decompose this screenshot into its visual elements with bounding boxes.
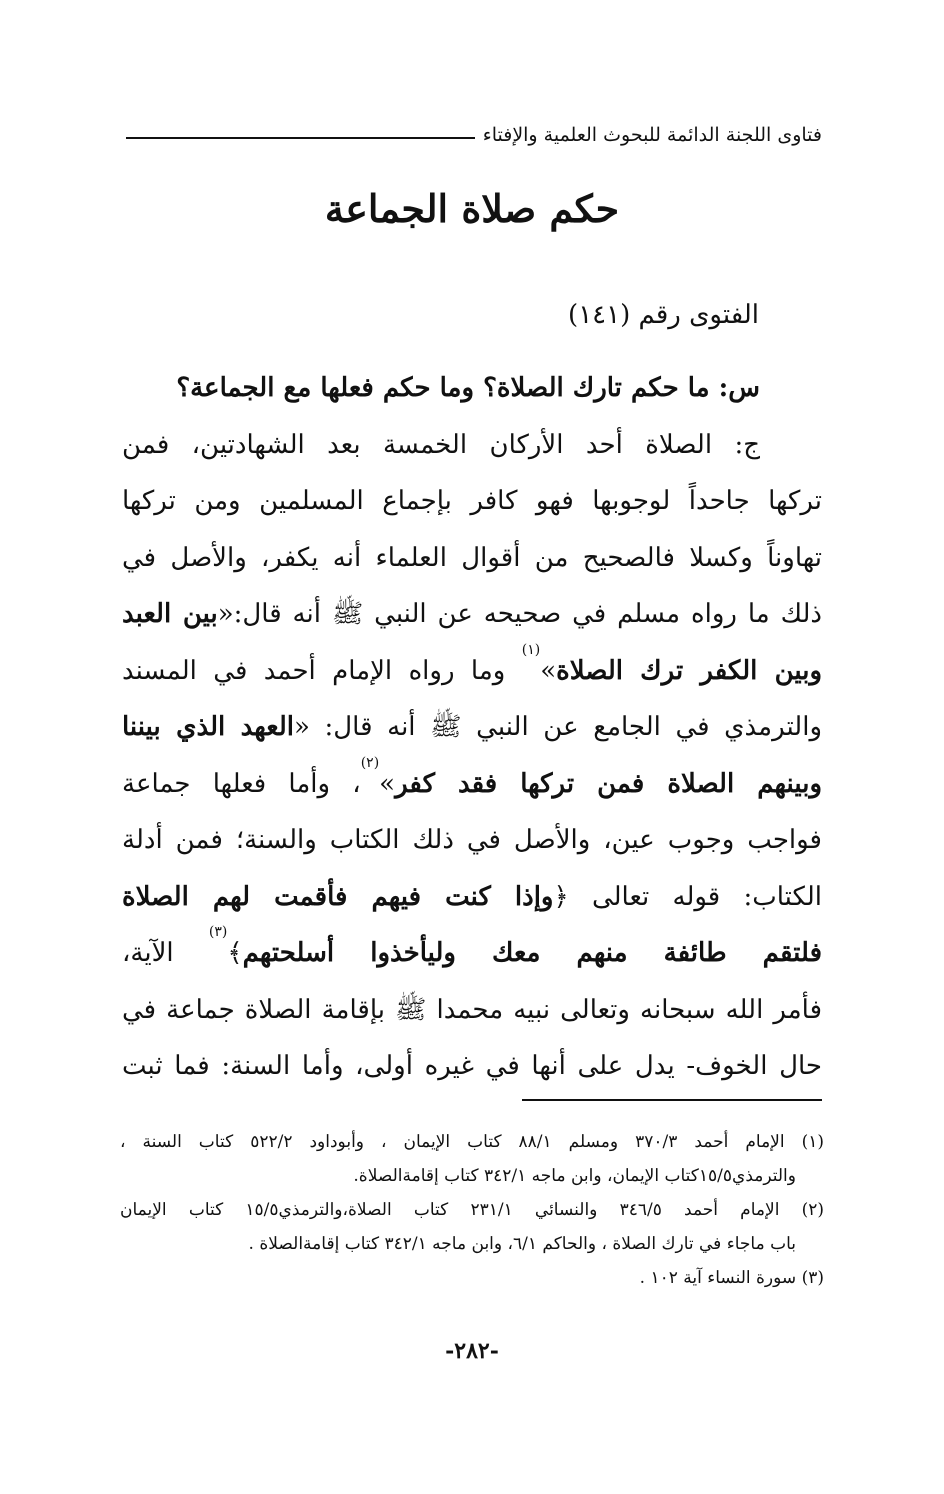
answer-line: تركها جاحداً لوجوبها فهو كافر بإجماع المسلمين ومن تركها — [122, 486, 822, 516]
page-title: حكم صلاة الجماعة — [324, 186, 620, 231]
running-header-title: فتاوى اللجنة الدائمة للبحوث العلمية والإفتاء — [482, 124, 822, 146]
footnote-continuation: والترمذي١٥/٥كتاب الإيمان، وابن ماجه ٣٤٢/١ كتاب إقامةالصلاة. — [353, 1166, 796, 1186]
footnote: (١) الإمام أحمد ٣٧٠/٣ ومسلم ٨٨/١ كتاب الإيمان ، وأبوداود ٥٢٢/٢ كتاب السنة ، — [120, 1132, 825, 1152]
quran-verse: وإذا كنت فيهم فأقمت لهم الصلاة — [122, 881, 554, 912]
hadith-quote: العهد الذي بيننا — [122, 712, 294, 742]
hadith-quote: بين العبد — [122, 599, 218, 629]
footnote-ref: (٣) — [208, 924, 228, 940]
quran-verse: فلتقم طائفة منهم معك وليأخذوا أسلحتهم — [242, 938, 823, 968]
answer-line: الكتاب: قوله تعالى ﴿وإذا كنت فيهم فأقمت لهم الصلاة — [122, 881, 822, 912]
answer-line: فواجب وجوب عين، والأصل في ذلك الكتاب والسنة؛ فمن أدلة — [122, 825, 822, 855]
footnote: (٣) سورة النساء آية ١٠٢ . — [639, 1268, 824, 1288]
fatwa-number: الفتوى رقم (١٤١) — [568, 300, 759, 330]
page-number: -٢٨٢- — [445, 1338, 499, 1364]
answer-line: حال الخوف- يدل على أنها في غيره أولى، وأما السنة: فما ثبت — [122, 1051, 822, 1081]
footnote-separator — [522, 1099, 822, 1101]
answer-line: ج: الصلاة أحد الأركان الخمسة بعد الشهادتين، فمن — [122, 429, 760, 460]
answer-line: وبينهم الصلاة فمن تركها فقد كفر»$^{(٢)}$، وأما فعلها جماعة — [122, 754, 822, 799]
footnotes — [120, 1125, 824, 1295]
answer-line: وبين الكفر ترك الصلاة»$^{(١)}$ وما رواه الإمام أحمد في المسند — [122, 641, 822, 686]
answer-line: ذلك ما رواه مسلم في صحيحه عن النبي ﷺ أنه قال:«بين العبد — [122, 599, 822, 629]
hadith-quote: وبين الكفر ترك الصلاة — [556, 655, 822, 686]
question-line: س: ما حكم تارك الصلاة؟ وما حكم فعلها مع الجماعة؟ — [176, 373, 760, 403]
answer-line: فأمر الله سبحانه وتعالى نبيه محمدا ﷺ بإقامة الصلاة جماعة في — [122, 994, 822, 1025]
running-header — [126, 118, 822, 152]
fatwa-body — [122, 360, 822, 1095]
footnote-ref: (٢) — [360, 754, 380, 771]
header-rule — [126, 137, 475, 139]
answer-line: فلتقم طائفة منهم معك وليأخذوا أسلحتهم﴾$^{(٣)}$ الآية، — [122, 924, 823, 968]
answer-line: تهاوناً وكسلا فالصحيح من أقوال العلماء أنه يكفر، والأصل في — [122, 542, 822, 573]
footnote-ref: (١) — [521, 641, 541, 658]
hadith-quote: وبينهم الصلاة فمن تركها فقد كفر — [395, 768, 822, 799]
answer-line: والترمذي في الجامع عن النبي ﷺ أنه قال: «العهد الذي بيننا — [122, 712, 823, 742]
footnote: (٢) الإمام أحمد ٣٤٦/٥ والنسائي ٢٣١/١ كتاب الصلاة،والترمذي١٥/٥ كتاب الإيمان — [120, 1200, 825, 1220]
footnote-continuation: باب ماجاء في تارك الصلاة ، والحاكم ٦/١، وابن ماجه ٣٤٢/١ كتاب إقامةالصلاة . — [248, 1234, 796, 1254]
